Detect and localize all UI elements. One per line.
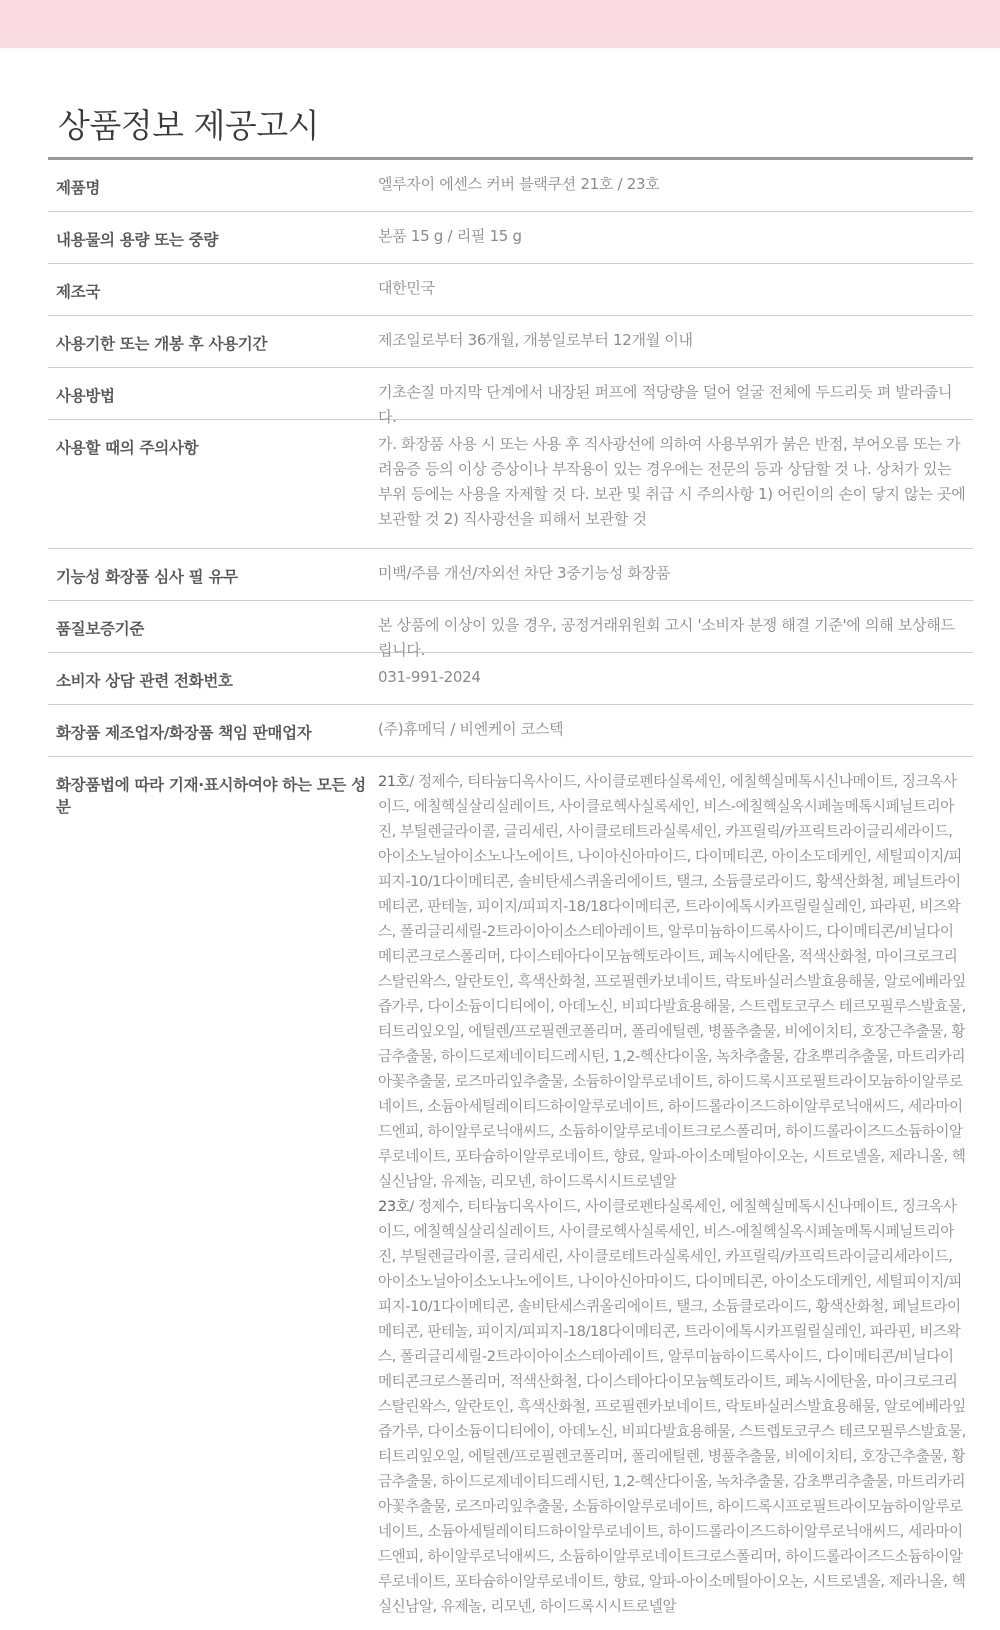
page-title: 상품정보 제공고시 (58, 106, 320, 145)
row-value: 대한민국 (378, 279, 435, 297)
table-row (48, 264, 973, 316)
row-value: 엘루자이 에센스 커버 블랙쿠션 21호 / 23호 (378, 175, 660, 193)
row-value: 본 상품에 이상이 있을 경우, 공정거래위원회 고시 '소비자 분쟁 해결 기준'에 의해 보상해드립니다. (378, 616, 955, 659)
row-value: 기초손질 마지막 단계에서 내장된 퍼프에 적당량을 덜어 얼굴 전체에 두드리듯 펴 발라줍니다. (378, 383, 953, 426)
shade-23-ingredients (378, 1194, 967, 1619)
ingredients-value (378, 753, 973, 1619)
table-row (48, 420, 973, 549)
ingredients-row (48, 757, 973, 1619)
row-label: 화장품 제조업자/화장품 책임 판매업자 (56, 724, 312, 742)
table-row (48, 705, 973, 757)
row-label: 사용기한 또는 개봉 후 사용기간 (56, 335, 268, 353)
table-row (48, 653, 973, 705)
table-row (48, 601, 973, 659)
row-label: 소비자 상담 관련 전화번호 (56, 672, 233, 690)
shade-21-label: 21호 (378, 773, 410, 790)
shade-21-text: / 정제수, 티타늄디옥사이드, 사이클로펜타실록세인, 에칠헥실메톡시신나메이트, 징크옥사이드, 에칠헥실살리실레이트, 사이클로헥사실록세인, 비스-에칠헥실옥시페놀메톡시페닐트리아진, 부틸렌글라이콜, 글리세린, 사이클로테트라실록세인, 카프릴릭/카프릭트라이글리세라이드, 아이소노닐아이소노나노에이트, 나이아신아마이드, 다이메티콘, 아이소도데케인, 세틸피이지/피피지-10/1다이메티콘, 솔비탄세스퀴올리에이트, 탤크, 소듐클로라이드, 황색산화철, 페닐트라이메티콘, 판테놀, 피이지/피피지-18/18다이메티콘, 트라이에톡시카프릴릴실레인, 파라핀, 비즈왁스, 폴리글리세릴-2트라이아이소스테아레이트, 알루미늄하이드록사이드, 다이메티콘/비닐다이메티콘크로스폴리머, 다이스테아다이모늄헥토라이트, 페녹시에탄올, 적색산화철, 마이크로크리스탈린왁스, 알란토인, 흑색산화철, 프로필렌카보네이트, 락토바실러스발효용해물, 알로에베라잎즙가루, 다이소듐이디티에이, 아데노신, 비피다발효용해물, 스트렙토코쿠스 테르모필루스발효물, 티트리잎오일, 에틸렌/프로필렌코폴리머, 폴리에틸렌, 병풀추출물, 비에이치티, 호장근추출물, 황금추출물, 하이드로제네이티드레시틴, 1,2-헥산다이올, 녹차추출물, 감초뿌리추출물, 마트리카리아꽃추출물, 로즈마리잎추출물, 소듐하이알루로네이트, 하이드록시프로필트라이모늄하이알루로네이트, 소듐아세틸레이티드하이알루로네이트, 하이드롤라이즈드하이알루로닉애씨드, 세라마이드엔피, 하이알루로닉애씨드, 소듐하이알루로네이트크로스폴리머, 하이드롤라이즈드소듐하이알루로네이트, 포타슘하이알루로네이트, 향료, 알파-아이소메틸아이오논, 시트로넬올, 제라니올, 헥실신남알, 유제놀, 리모넨, 하이드록시시트로넬알 (378, 773, 966, 1190)
row-value: 제조일로부터 36개월, 개봉일로부터 12개월 이내 (378, 331, 693, 349)
table-row (48, 316, 973, 368)
table-row (48, 368, 973, 426)
row-value: 본품 15 g / 리필 15 g (378, 227, 522, 245)
shade-21-ingredients (378, 769, 967, 1194)
product-info-table (48, 157, 973, 1619)
row-value: 미백/주름 개선/자외선 차단 3중기능성 화장품 (378, 564, 671, 582)
row-label: 사용할 때의 주의사항 (56, 439, 199, 457)
row-value: 031-991-2024 (378, 668, 481, 686)
row-label: 사용방법 (56, 387, 115, 405)
table-row (48, 212, 973, 264)
shade-23-text: / 정제수, 티타늄디옥사이드, 사이클로펜타실록세인, 에칠헥실메톡시신나메이트, 징크옥사이드, 에칠헥실살리실레이트, 사이클로헥사실록세인, 비스-에칠헥실옥시페놀메톡시페닐트리아진, 부틸렌글라이콜, 글리세린, 사이클로테트라실록세인, 카프릴릭/카프릭트라이글리세라이드, 아이소노닐아이소노나노에이트, 나이아신아마이드, 다이메티콘, 아이소도데케인, 세틸피이지/피피지-10/1다이메티콘, 솔비탄세스퀴올리에이트, 탤크, 소듐클로라이드, 황색산화철, 페닐트라이메티콘, 판테놀, 피이지/피피지-18/18다이메티콘, 트라이에톡시카프릴릴실레인, 파라핀, 비즈왁스, 폴리글리세릴-2트라이아이소스테아레이트, 알루미늄하이드록사이드, 다이메티콘/비닐다이메티콘크로스폴리머, 적색산화철, 다이스테아다이모늄헥토라이트, 페녹시에탄올, 마이크로크리스탈린왁스, 알란토인, 흑색산화철, 프로필렌카보네이트, 락토바실러스발효용해물, 알로에베라잎즙가루, 다이소듐이디티에이, 아데노신, 비피다발효용해물, 스트렙토코쿠스 테르모필루스발효물, 티트리잎오일, 에틸렌/프로필렌코폴리머, 폴리에틸렌, 병풀추출물, 비에이치티, 호장근추출물, 황금추출물, 하이드로제네이티드레시틴, 1,2-헥산다이올, 녹차추출물, 감초뿌리추출물, 마트리카리아꽃추출물, 로즈마리잎추출물, 소듐하이알루로네이트, 하이드록시프로필트라이모늄하이알루로네이트, 소듐아세틸레이티드하이알루로네이트, 하이드롤라이즈드하이알루로닉애씨드, 세라마이드엔피, 하이알루로닉애씨드, 소듐하이알루로네이트크로스폴리머, 하이드롤라이즈드소듐하이알루로네이트, 포타슘하이알루로네이트, 향료, 알파-아이소메틸아이오논, 시트로넬올, 제라니올, 헥실신남알, 유제놀, 리모넨, 하이드록시시트로넬알 (378, 1198, 966, 1615)
row-label: 품질보증기준 (56, 620, 145, 638)
row-label: 제조국 (56, 283, 101, 301)
row-label: 내용물의 용량 또는 중량 (56, 231, 219, 249)
row-label: 기능성 화장품 심사 필 유무 (56, 568, 238, 586)
row-value: 가. 화장품 사용 시 또는 사용 후 직사광선에 의하여 사용부위가 붉은 반점, 부어오름 또는 가려움증 등의 이상 증상이나 부작용이 있는 경우에는 전문의 등과 상담할 것 나. 상처가 있는 부위 등에는 사용을 자제할 것 다. 보관 및 취급 시 주의사항 1) 어린이의 손이 닿지 않는 곳에 보관할 것 2) 직사광선을 피해서 보관할 것 (378, 435, 966, 528)
row-value: (주)휴메딕 / 비엔케이 코스텍 (378, 720, 564, 738)
table-row (48, 549, 973, 601)
shade-23-label: 23호 (378, 1198, 410, 1215)
row-label: 제품명 (56, 179, 101, 197)
ingredients-label: 화장품법에 따라 기재·표시하여야 하는 모든 성분 (56, 776, 366, 816)
table-row (48, 160, 973, 212)
top-banner (0, 0, 1000, 48)
